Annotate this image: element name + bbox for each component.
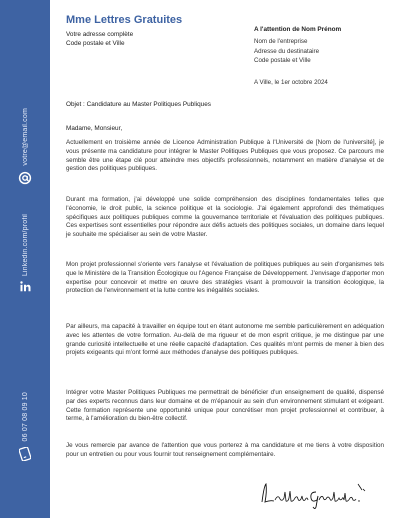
recipient-address: Adresse du destinataire [254,47,320,55]
phone-icon [19,447,31,461]
paragraph: Intégrer votre Master Politiques Publiques me permettrait de bénéficier d'un enseignement de qualité, dispensé par des experts reconnus dans leur domaine et de m'épanouir au sein d'un environnement stimulant et exigeant. Cette formation représente une opportunité unique pour concrétiser mon projet professionnel et contribuer, à terme, à l'amélioration du bien-être collectif. [66,389,384,423]
sender-name: Mme Lettres Gratuites [66,14,183,26]
sidebar-linkedin [0,214,50,292]
recipient-attention: A l'attention de Nom Prénom [254,26,342,33]
recipient-block [254,26,394,66]
phone-text: 06 07 08 09 10 [21,392,29,442]
paragraph: Actuellement en troisième année de Licence Administration Publique à l'Université de [Nom de l'université], je vous présente ma candidature pour intégrer le Master Politiques Publiques que vous proposez. Ce parcours me semble être une étape clé pour atteindre mes objectifs professionnels, notamment en matière d'analyse et de gestion des politiques publiques. [66,139,384,173]
sidebar-email [0,108,50,185]
email-text: votre@email.com [21,108,29,166]
paragraph: Mon projet professionnel s'oriente vers l'analyse et l'évaluation de politiques publiques au sein d'organismes tels que le Ministère de la Transition Écologique ou l'Agence Française de Développement. J'envisage d'apporter mon expertise pour concevoir et mettre en œuvre des stratégies visant à promouvoir la transition écologique, la protection de l'environnement et la lutte contre les inégalités sociales. [66,261,384,295]
sender-postal: Code postale et Ville [66,40,125,47]
sidebar-phone [0,392,50,461]
paragraph: Durant ma formation, j'ai développé une solide compréhension des disciplines fondamentales telles que l'économie, le droit public, la science politique et la sociologie. J'ai également approfondi des thématiques spécifiques aux politiques publiques comme la gouvernance territoriale et l'évaluation des politiques publiques. Ces expertises sont essentielles pour répondre aux défis actuels des politiques sociales, un domaine dans lequel je souhaite me spécialiser au sein de votre Master. [66,196,384,239]
paragraph: Je vous remercie par avance de l'attention que vous porterez à ma candidature et me tiens à votre disposition pour un entretien ou pour vous fournir tout renseignement complémentaire. [66,442,384,458]
recipient-company: Nom de l'entreprise [254,38,308,45]
salutation: Madame, Monsieur, [66,125,123,132]
signature [258,480,368,515]
letter-body [66,0,386,518]
paragraph: Par ailleurs, ma capacité à travailler en équipe tout en étant autonome me semble particulièrement en adéquation avec les attentes de votre formation. Au-delà de ma rigueur et de mon esprit critique, je me distingue par une grande curiosité intellectuelle et une réelle capacité d'adaptation. Ces qualités m'ont permis de mener à bien des projets exigeants qui m'ont formé aux méthodes d'analyse des politiques publiques. [66,323,384,357]
linkedin-text: Linkedin.com/profil [21,214,29,277]
sender-address: Votre adresse complète [66,31,134,38]
sidebar [0,0,50,518]
letter-date: A Ville, le 1er octobre 2024 [254,79,328,86]
linkedin-icon [20,281,31,292]
letter-subject: Objet : Candidature au Master Politiques Publiques [66,101,211,108]
at-icon [18,171,32,185]
recipient-postal: Code postale et Ville [254,57,311,64]
